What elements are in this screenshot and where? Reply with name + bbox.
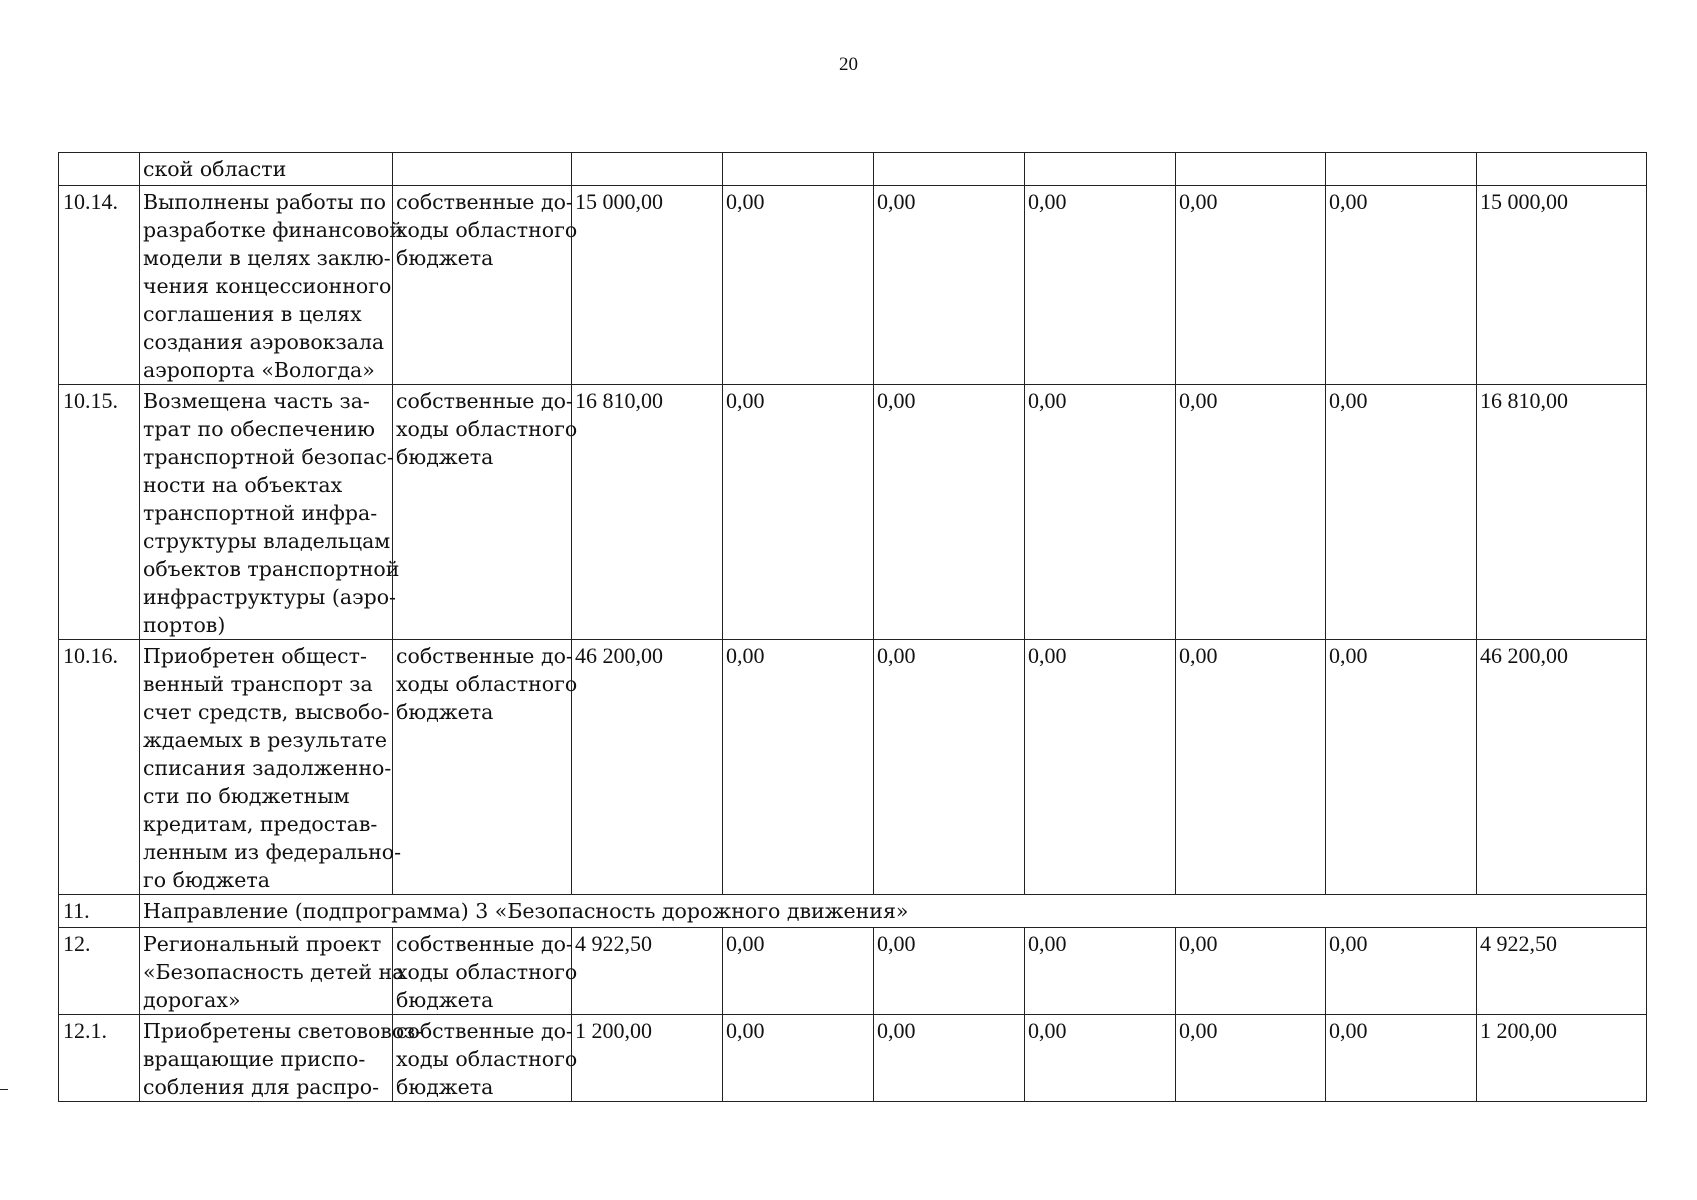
funding-source <box>393 153 572 186</box>
value-cell: 0,00 <box>1326 1015 1477 1102</box>
total-value-cell: 1 200,00 <box>1477 1015 1647 1102</box>
value-cell: 0,00 <box>1025 1015 1176 1102</box>
funding-source-line: ходы областного <box>396 417 578 441</box>
description-line: создания аэровокзала <box>143 330 385 354</box>
item-description <box>140 385 400 640</box>
row-number: 10.16. <box>59 640 140 895</box>
description-line: транспортной инфра- <box>143 501 378 525</box>
funding-source-line: ходы областного <box>396 1047 578 1071</box>
funding-source-line: ходы областного <box>396 218 578 242</box>
funding-source-line: бюджета <box>396 445 494 469</box>
value-cell: 0,00 <box>723 640 874 895</box>
budget-table <box>58 152 1647 1102</box>
funding-source <box>393 1015 578 1102</box>
row-number: 12. <box>59 928 140 1015</box>
description-line: соглашения в целях <box>143 302 362 326</box>
value-cell: 0,00 <box>1176 928 1326 1015</box>
value-cell: 0,00 <box>723 385 874 640</box>
row-number: 11. <box>59 895 140 928</box>
description-line: го бюджета <box>143 868 270 892</box>
description-line: счет средств, высвобо- <box>143 700 390 724</box>
description-line: объектов транспортной <box>143 557 400 581</box>
description-line: Региональный проект <box>143 932 382 956</box>
value-cell <box>1025 153 1176 186</box>
funding-source-line: собственные до- <box>396 644 573 668</box>
value-cell: 0,00 <box>1326 928 1477 1015</box>
item-description <box>140 928 405 1015</box>
description-line: кредитам, предостав- <box>143 812 378 836</box>
item-description <box>140 1015 423 1102</box>
funding-source-line: ходы областного <box>396 672 578 696</box>
table-row <box>59 385 1647 640</box>
funding-source-line: бюджета <box>396 1075 494 1099</box>
total-value-cell: 15 000,00 <box>1477 186 1647 385</box>
description-line: транспортной безопас- <box>143 445 394 469</box>
description-line: сти по бюджетным <box>143 784 350 808</box>
total-value-cell: 16 810,00 <box>1477 385 1647 640</box>
description-line: ности на объектах <box>143 473 343 497</box>
value-cell: 0,00 <box>1025 385 1176 640</box>
description-line: ждаемых в результате <box>143 728 387 752</box>
value-cell: 0,00 <box>1326 186 1477 385</box>
funding-source <box>393 186 578 385</box>
funding-source-line: собственные до- <box>396 1019 573 1043</box>
table-body <box>59 153 1647 1102</box>
funding-source-line: бюджета <box>396 246 494 270</box>
description-line: ской области <box>143 157 287 181</box>
description-line: модели в целях заклю- <box>143 246 391 270</box>
value-cell: 0,00 <box>723 186 874 385</box>
value-cell: 4 922,50 <box>572 928 723 1015</box>
description-line: Приобретен общест- <box>143 644 367 668</box>
value-cell: 16 810,00 <box>572 385 723 640</box>
funding-source <box>393 385 578 640</box>
funding-source-line: бюджета <box>396 988 494 1012</box>
description-line: собления для распро- <box>143 1075 380 1099</box>
funding-source <box>393 928 578 1015</box>
section-title: Направление (подпрограмма) 3 «Безопасность дорожного движения» <box>140 895 1647 928</box>
value-cell: 0,00 <box>723 928 874 1015</box>
value-cell: 0,00 <box>723 1015 874 1102</box>
value-cell: 0,00 <box>1025 640 1176 895</box>
value-cell: 0,00 <box>1326 385 1477 640</box>
table-row <box>59 186 1647 385</box>
value-cell <box>1176 153 1326 186</box>
value-cell: 0,00 <box>874 186 1025 385</box>
description-line: Возмещена часть за- <box>143 389 370 413</box>
item-description <box>140 153 393 186</box>
description-line: портов) <box>143 613 226 637</box>
value-cell: 0,00 <box>1326 640 1477 895</box>
value-cell <box>572 153 723 186</box>
value-cell <box>723 153 874 186</box>
row-number: 12.1. <box>59 1015 140 1102</box>
value-cell: 0,00 <box>874 1015 1025 1102</box>
value-cell: 0,00 <box>1176 640 1326 895</box>
total-value-cell: 4 922,50 <box>1477 928 1647 1015</box>
funding-source-line: бюджета <box>396 700 494 724</box>
item-description <box>140 640 402 895</box>
funding-source <box>393 640 578 895</box>
funding-source-line: ходы областного <box>396 960 578 984</box>
value-cell <box>1326 153 1477 186</box>
value-cell: 0,00 <box>1176 385 1326 640</box>
value-cell: 15 000,00 <box>572 186 723 385</box>
funding-source-line: собственные до- <box>396 190 573 214</box>
description-line: чения концессионного <box>143 274 392 298</box>
funding-source-line: собственные до- <box>396 389 573 413</box>
total-value-cell: 46 200,00 <box>1477 640 1647 895</box>
description-line: инфраструктуры (аэро- <box>143 585 396 609</box>
value-cell: 46 200,00 <box>572 640 723 895</box>
item-description <box>140 186 403 385</box>
total-value-cell <box>1477 153 1647 186</box>
description-line: трат по обеспечению <box>143 417 376 441</box>
value-cell: 0,00 <box>1176 186 1326 385</box>
value-cell: 0,00 <box>874 928 1025 1015</box>
table-row <box>59 928 1647 1015</box>
description-line: дорогах» <box>143 988 241 1012</box>
page-number: 20 <box>839 54 858 75</box>
margin-mark <box>0 1089 8 1090</box>
description-line: разработке финансовой <box>143 218 403 242</box>
description-line: венный транспорт за <box>143 672 373 696</box>
value-cell <box>874 153 1025 186</box>
table-row <box>59 640 1647 895</box>
description-line: ленным из федерально- <box>143 840 402 864</box>
description-line: вращающие приспо- <box>143 1047 366 1071</box>
value-cell: 0,00 <box>1025 928 1176 1015</box>
description-line: Приобретены светововоз- <box>143 1019 423 1043</box>
value-cell: 1 200,00 <box>572 1015 723 1102</box>
description-line: списания задолженно- <box>143 756 392 780</box>
row-number: 10.15. <box>59 385 140 640</box>
description-line: «Безопасность детей на <box>143 960 405 984</box>
value-cell: 0,00 <box>874 385 1025 640</box>
description-line: Выполнены работы по <box>143 190 386 214</box>
description-line: структуры владельцам <box>143 529 391 553</box>
value-cell: 0,00 <box>1025 186 1176 385</box>
row-number: 10.14. <box>59 186 140 385</box>
section-row <box>59 895 1647 928</box>
funding-source-line: собственные до- <box>396 932 573 956</box>
table-row <box>59 1015 1647 1102</box>
value-cell: 0,00 <box>1176 1015 1326 1102</box>
value-cell: 0,00 <box>874 640 1025 895</box>
description-line: аэропорта «Вологда» <box>143 358 375 382</box>
row-number <box>59 153 140 186</box>
table-row <box>59 153 1647 186</box>
